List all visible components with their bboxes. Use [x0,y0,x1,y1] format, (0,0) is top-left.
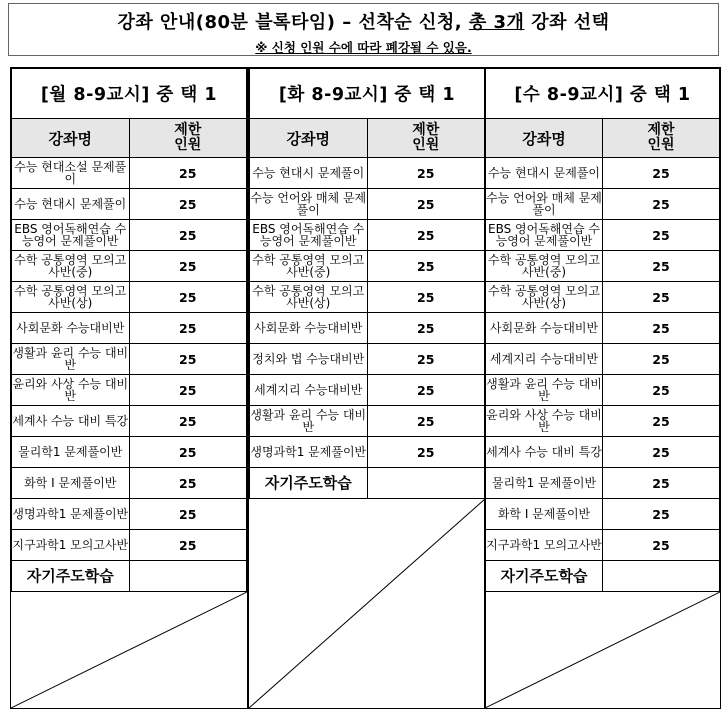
course-name: 화학 I 문제풀이반 [12,468,130,499]
wednesday-column [484,67,721,709]
self-study-row [250,468,485,499]
course-name: 사회문화 수능대비반 [12,313,130,344]
page-header [8,3,719,56]
self-study-label: 자기주도학습 [12,561,130,592]
course-capacity: 25 [367,158,485,189]
table-row [250,375,485,406]
header-capacity: 제한 인원 [603,119,720,158]
table-row [250,406,485,437]
empty-slot-strike [11,592,247,708]
course-capacity: 25 [603,406,720,437]
self-study-label: 자기주도학습 [486,561,603,592]
course-name: 윤리와 사상 수능 대비반 [486,406,603,437]
course-name: 세계사 수능 대비 특강 [486,437,603,468]
title-emphasis: 총 3개 [468,12,525,33]
course-table [485,68,720,592]
diagonal-line [485,592,720,708]
course-name: 생활과 윤리 수능 대비반 [250,406,368,437]
course-name: EBS 영어독해연습 수능영어 문제풀이반 [12,220,130,251]
course-capacity: 25 [367,406,485,437]
course-name: 생활과 윤리 수능 대비반 [12,344,130,375]
table-row [486,189,720,220]
table-row [486,220,720,251]
table-row [12,251,247,282]
table-row [250,313,485,344]
course-capacity: 25 [367,375,485,406]
cancellation-note: ※ 신청 인원 수에 따라 폐강될 수 있음. [255,40,472,55]
course-name: 생활과 윤리 수능 대비반 [486,375,603,406]
course-table [11,68,247,592]
title-text: 강좌 안내(80분 블록타임) – 선착순 신청, [117,12,469,33]
table-row [12,189,247,220]
course-capacity: 25 [367,220,485,251]
course-capacity: 25 [129,406,247,437]
table-row [12,499,247,530]
header-course-name: 강좌명 [12,119,130,158]
course-name: 수학 공통영역 모의고사반(상) [250,282,368,313]
column-title: [수 8-9교시] 중 택 1 [486,69,720,119]
table-row [486,437,720,468]
course-capacity: 25 [603,189,720,220]
course-name: 윤리와 사상 수능 대비반 [12,375,130,406]
header-capacity: 제한 인원 [367,119,485,158]
course-name: 세계지리 수능대비반 [486,344,603,375]
diagonal-line [11,592,247,708]
course-capacity: 25 [129,189,247,220]
course-name: EBS 영어독해연습 수능영어 문제풀이반 [250,220,368,251]
table-row [486,158,720,189]
course-capacity: 25 [603,530,720,561]
course-capacity: 25 [367,313,485,344]
course-name: 사회문화 수능대비반 [250,313,368,344]
course-capacity: 25 [603,251,720,282]
table-row [250,158,485,189]
course-name: 수능 현대시 문제풀이 [12,189,130,220]
course-name: 사회문화 수능대비반 [486,313,603,344]
course-capacity: 25 [367,282,485,313]
course-capacity: 25 [129,313,247,344]
self-study-capacity [367,468,485,499]
course-name: 지구과학1 모의고사반 [486,530,603,561]
course-name: 수능 현대시 문제풀이 [486,158,603,189]
table-row [12,530,247,561]
course-capacity: 25 [129,251,247,282]
course-capacity: 25 [603,313,720,344]
course-name: EBS 영어독해연습 수능영어 문제풀이반 [486,220,603,251]
course-capacity: 25 [129,375,247,406]
self-study-capacity [129,561,247,592]
table-row [486,468,720,499]
course-capacity: 25 [603,282,720,313]
diagonal-line [249,499,485,708]
course-name: 수능 언어와 매체 문제풀이 [250,189,368,220]
course-capacity: 25 [603,468,720,499]
course-capacity: 25 [603,344,720,375]
column-title: [월 8-9교시] 중 택 1 [12,69,247,119]
course-name: 수학 공통영역 모의고사반(중) [486,251,603,282]
course-name: 수능 현대소설 문제풀이 [12,158,130,189]
course-name: 수학 공통영역 모의고사반(상) [486,282,603,313]
course-name: 세계사 수능 대비 특강 [12,406,130,437]
course-name: 수학 공통영역 모의고사반(중) [12,251,130,282]
self-study-capacity [603,561,720,592]
table-row [250,220,485,251]
course-name: 생명과학1 문제풀이반 [12,499,130,530]
tuesday-column [248,67,486,709]
self-study-row [12,561,247,592]
table-row [12,282,247,313]
course-capacity: 25 [129,499,247,530]
table-row [486,313,720,344]
course-name: 정치와 법 수능대비반 [250,344,368,375]
table-row [250,344,485,375]
course-name: 물리학1 문제풀이반 [486,468,603,499]
course-capacity: 25 [603,437,720,468]
table-row [486,344,720,375]
course-capacity: 25 [603,499,720,530]
course-name: 수학 공통영역 모의고사반(상) [12,282,130,313]
table-row [12,437,247,468]
table-row [250,189,485,220]
course-capacity: 25 [129,530,247,561]
table-row [12,344,247,375]
header-course-name: 강좌명 [250,119,368,158]
header-capacity: 제한 인원 [129,119,247,158]
course-name: 수능 언어와 매체 문제풀이 [486,189,603,220]
page-title [9,8,718,34]
course-capacity: 25 [367,251,485,282]
course-name: 세계지리 수능대비반 [250,375,368,406]
table-row [486,251,720,282]
header-course-name: 강좌명 [486,119,603,158]
table-row [486,406,720,437]
course-capacity: 25 [129,220,247,251]
course-name: 생명과학1 문제풀이반 [250,437,368,468]
course-capacity: 25 [367,189,485,220]
table-row [12,220,247,251]
course-capacity: 25 [367,437,485,468]
table-row [250,251,485,282]
table-row [486,375,720,406]
course-capacity: 25 [129,468,247,499]
table-row [12,313,247,344]
empty-slot-strike [485,592,720,708]
course-table [249,68,485,499]
course-capacity: 25 [367,344,485,375]
course-name: 지구과학1 모의고사반 [12,530,130,561]
course-capacity: 25 [603,220,720,251]
course-capacity: 25 [603,158,720,189]
course-capacity: 25 [129,437,247,468]
table-row [12,158,247,189]
course-name: 수학 공통영역 모의고사반(중) [250,251,368,282]
self-study-label: 자기주도학습 [250,468,368,499]
empty-slot-strike [249,499,485,708]
monday-column [10,67,248,709]
course-name: 화학 I 문제풀이반 [486,499,603,530]
table-row [486,499,720,530]
course-capacity: 25 [129,158,247,189]
course-capacity: 25 [129,282,247,313]
course-capacity: 25 [129,344,247,375]
title-text-end: 강좌 선택 [524,12,610,33]
self-study-row [486,561,720,592]
column-title: [화 8-9교시] 중 택 1 [250,69,485,119]
table-row [12,468,247,499]
table-row [12,375,247,406]
course-name: 수능 현대시 문제풀이 [250,158,368,189]
course-name: 물리학1 문제풀이반 [12,437,130,468]
course-capacity: 25 [603,375,720,406]
table-row [250,437,485,468]
table-row [250,282,485,313]
table-row [12,406,247,437]
table-row [486,282,720,313]
table-row [486,530,720,561]
